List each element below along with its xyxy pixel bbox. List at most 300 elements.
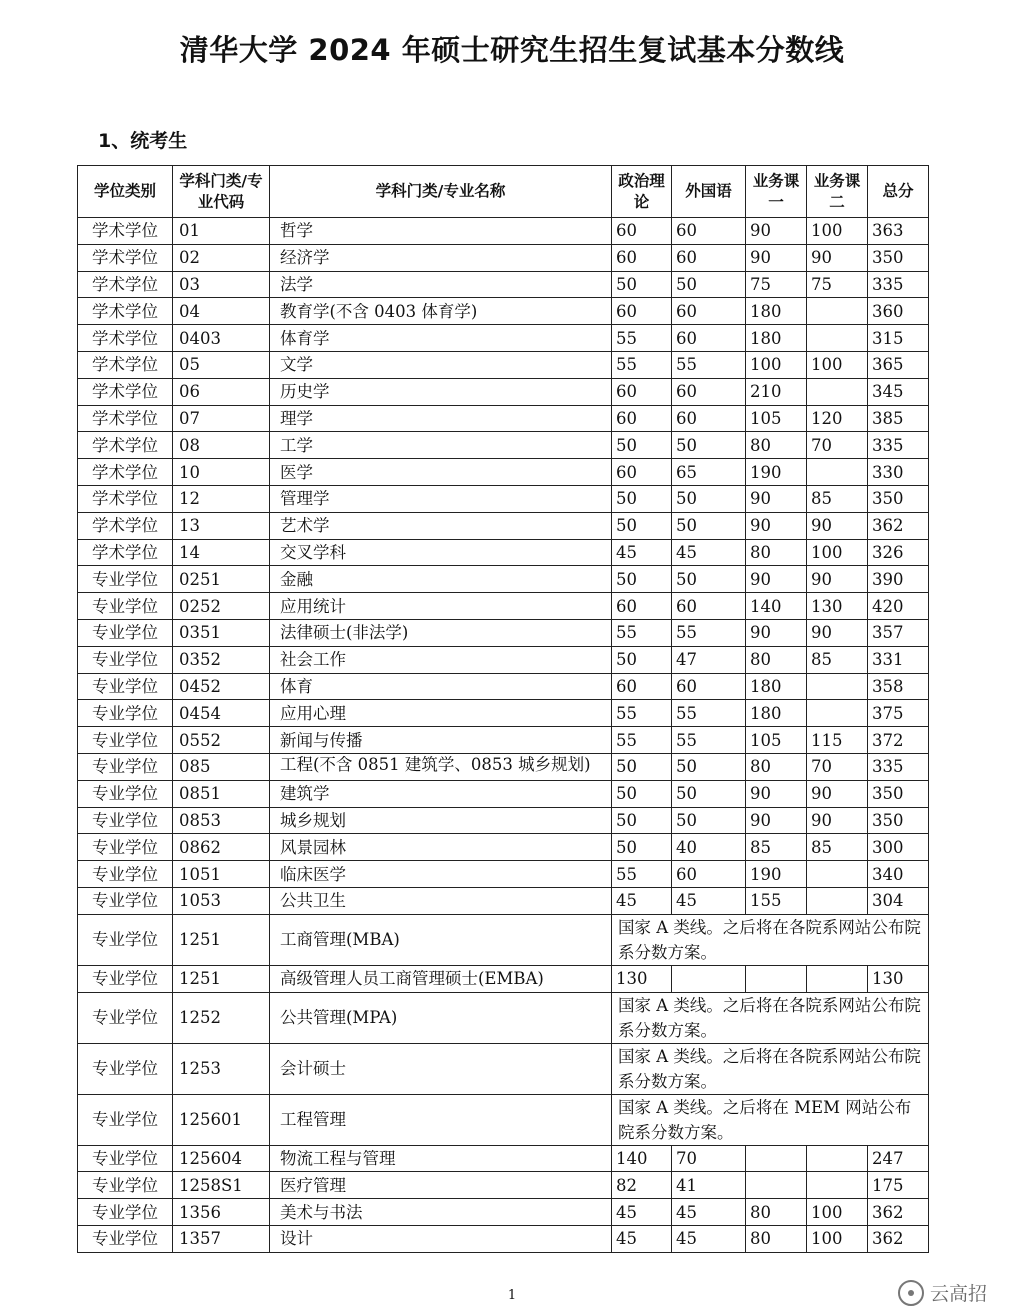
- total-cell: 372: [868, 727, 929, 754]
- total-cell: 326: [868, 539, 929, 566]
- politics-cell: 45: [612, 1225, 672, 1252]
- name-cell: 法学: [270, 271, 612, 298]
- degree-type-cell: 专业学位: [78, 646, 173, 673]
- score-table: [77, 165, 929, 1253]
- code-cell: 1251: [173, 965, 270, 992]
- name-cell: 工商管理(MBA): [270, 914, 612, 965]
- subject-2-cell: [807, 459, 868, 486]
- politics-cell: 60: [612, 218, 672, 245]
- subject-2-cell: [807, 965, 868, 992]
- table-row: [78, 485, 929, 512]
- subject-2-cell: 90: [807, 619, 868, 646]
- table-row: [78, 244, 929, 271]
- subject-1-cell: 105: [746, 727, 807, 754]
- foreign-language-cell: 60: [672, 378, 746, 405]
- subject-1-cell: 90: [746, 512, 807, 539]
- degree-type-cell: 学术学位: [78, 485, 173, 512]
- subject-1-cell: 90: [746, 218, 807, 245]
- degree-type-cell: 专业学位: [78, 1094, 173, 1145]
- foreign-language-cell: 60: [672, 298, 746, 325]
- total-cell: 390: [868, 566, 929, 593]
- politics-cell: 130: [612, 965, 672, 992]
- foreign-language-cell: 41: [672, 1172, 746, 1199]
- table-row: [78, 861, 929, 888]
- foreign-language-cell: 60: [672, 325, 746, 352]
- name-cell: 工程管理: [270, 1094, 612, 1145]
- name-cell: 历史学: [270, 378, 612, 405]
- degree-type-cell: 学术学位: [78, 244, 173, 271]
- degree-type-cell: 专业学位: [78, 834, 173, 861]
- politics-cell: 50: [612, 753, 672, 780]
- politics-cell: 60: [612, 298, 672, 325]
- watermark-text: 云高招: [930, 1283, 988, 1305]
- code-cell: 04: [173, 298, 270, 325]
- subject-1-cell: 180: [746, 325, 807, 352]
- degree-type-cell: 学术学位: [78, 378, 173, 405]
- header-subject-1: 业务课一: [746, 166, 807, 218]
- subject-1-cell: 80: [746, 1225, 807, 1252]
- politics-cell: 45: [612, 1199, 672, 1226]
- header-code: 学科门类/专业代码: [173, 166, 270, 218]
- foreign-language-cell: 50: [672, 753, 746, 780]
- total-cell: 315: [868, 325, 929, 352]
- subject-1-cell: 80: [746, 753, 807, 780]
- total-cell: 362: [868, 512, 929, 539]
- subject-2-cell: [807, 1172, 868, 1199]
- politics-cell: 50: [612, 485, 672, 512]
- name-cell: 理学: [270, 405, 612, 432]
- code-cell: 0351: [173, 619, 270, 646]
- table-row: [78, 405, 929, 432]
- politics-cell: 55: [612, 325, 672, 352]
- subject-1-cell: 90: [746, 807, 807, 834]
- politics-cell: 60: [612, 378, 672, 405]
- degree-type-cell: 学术学位: [78, 432, 173, 459]
- foreign-language-cell: 55: [672, 700, 746, 727]
- subject-1-cell: 80: [746, 432, 807, 459]
- header-name: 学科门类/专业名称: [270, 166, 612, 218]
- weibo-logo-icon: [898, 1280, 924, 1306]
- code-cell: 0853: [173, 807, 270, 834]
- name-cell: 社会工作: [270, 646, 612, 673]
- code-cell: 1252: [173, 992, 270, 1043]
- table-row: [78, 727, 929, 754]
- total-cell: 247: [868, 1145, 929, 1172]
- code-cell: 07: [173, 405, 270, 432]
- table-row: [78, 218, 929, 245]
- name-cell: 建筑学: [270, 780, 612, 807]
- foreign-language-cell: 45: [672, 1199, 746, 1226]
- table-row: [78, 1199, 929, 1226]
- degree-type-cell: 专业学位: [78, 1225, 173, 1252]
- table-row: [78, 593, 929, 620]
- degree-type-cell: 专业学位: [78, 727, 173, 754]
- name-cell: 医疗管理: [270, 1172, 612, 1199]
- foreign-language-cell: 45: [672, 887, 746, 914]
- page-number: 1: [507, 1288, 517, 1303]
- total-cell: 330: [868, 459, 929, 486]
- name-cell: 文学: [270, 351, 612, 378]
- table-row: [78, 700, 929, 727]
- degree-type-cell: 专业学位: [78, 593, 173, 620]
- watermark: [898, 1279, 987, 1306]
- subject-1-cell: 155: [746, 887, 807, 914]
- total-cell: 345: [868, 378, 929, 405]
- name-cell: 公共卫生: [270, 887, 612, 914]
- note-cell: 国家 A 类线。之后将在 MEM 网站公布院系分数方案。: [612, 1094, 929, 1145]
- degree-type-cell: 专业学位: [78, 1172, 173, 1199]
- table-row: [78, 646, 929, 673]
- name-cell: 应用统计: [270, 593, 612, 620]
- name-cell: 医学: [270, 459, 612, 486]
- subject-1-cell: 190: [746, 861, 807, 888]
- code-cell: 0862: [173, 834, 270, 861]
- foreign-language-cell: 70: [672, 1145, 746, 1172]
- table-row: [78, 325, 929, 352]
- politics-cell: 60: [612, 459, 672, 486]
- foreign-language-cell: 45: [672, 1225, 746, 1252]
- note-cell: 国家 A 类线。之后将在各院系网站公布院系分数方案。: [612, 992, 929, 1043]
- degree-type-cell: 学术学位: [78, 298, 173, 325]
- table-header-row: [78, 166, 929, 218]
- degree-type-cell: 学术学位: [78, 218, 173, 245]
- politics-cell: 55: [612, 727, 672, 754]
- subject-1-cell: 210: [746, 378, 807, 405]
- foreign-language-cell: 55: [672, 727, 746, 754]
- degree-type-cell: 学术学位: [78, 351, 173, 378]
- foreign-language-cell: 65: [672, 459, 746, 486]
- foreign-language-cell: [672, 965, 746, 992]
- politics-cell: 45: [612, 887, 672, 914]
- total-cell: 420: [868, 593, 929, 620]
- table-row: [78, 992, 929, 1043]
- code-cell: 0454: [173, 700, 270, 727]
- total-cell: 304: [868, 887, 929, 914]
- subject-1-cell: 105: [746, 405, 807, 432]
- subject-1-cell: 190: [746, 459, 807, 486]
- table-row: [78, 566, 929, 593]
- subject-2-cell: 100: [807, 351, 868, 378]
- subject-1-cell: [746, 1172, 807, 1199]
- subject-1-cell: 90: [746, 619, 807, 646]
- subject-1-cell: 140: [746, 593, 807, 620]
- subject-2-cell: 90: [807, 512, 868, 539]
- name-cell: 工学: [270, 432, 612, 459]
- subject-2-cell: 90: [807, 780, 868, 807]
- total-cell: 362: [868, 1199, 929, 1226]
- name-cell: 高级管理人员工商管理硕士(EMBA): [270, 965, 612, 992]
- foreign-language-cell: 60: [672, 405, 746, 432]
- code-cell: 1357: [173, 1225, 270, 1252]
- table-row: [78, 298, 929, 325]
- subject-2-cell: 75: [807, 271, 868, 298]
- degree-type-cell: 专业学位: [78, 887, 173, 914]
- subject-1-cell: 90: [746, 485, 807, 512]
- subject-1-cell: 80: [746, 646, 807, 673]
- code-cell: 125604: [173, 1145, 270, 1172]
- subject-2-cell: 90: [807, 566, 868, 593]
- total-cell: 335: [868, 753, 929, 780]
- table-row: [78, 965, 929, 992]
- table-row: [78, 834, 929, 861]
- subject-2-cell: 85: [807, 485, 868, 512]
- politics-cell: 55: [612, 351, 672, 378]
- subject-2-cell: 85: [807, 834, 868, 861]
- code-cell: 13: [173, 512, 270, 539]
- name-cell: 法律硕士(非法学): [270, 619, 612, 646]
- subject-2-cell: [807, 1145, 868, 1172]
- foreign-language-cell: 50: [672, 512, 746, 539]
- foreign-language-cell: 50: [672, 566, 746, 593]
- foreign-language-cell: 60: [672, 593, 746, 620]
- table-row: [78, 539, 929, 566]
- subject-1-cell: 90: [746, 244, 807, 271]
- table-row: [78, 351, 929, 378]
- name-cell: 新闻与传播: [270, 727, 612, 754]
- section-title: 1、统考生: [98, 130, 188, 152]
- code-cell: 0403: [173, 325, 270, 352]
- politics-cell: 50: [612, 780, 672, 807]
- code-cell: 0552: [173, 727, 270, 754]
- table-row: [78, 780, 929, 807]
- total-cell: 362: [868, 1225, 929, 1252]
- politics-cell: 50: [612, 512, 672, 539]
- degree-type-cell: 专业学位: [78, 1043, 173, 1094]
- politics-cell: 55: [612, 861, 672, 888]
- table-row: [78, 378, 929, 405]
- total-cell: 350: [868, 807, 929, 834]
- table-row: [78, 459, 929, 486]
- subject-1-cell: 75: [746, 271, 807, 298]
- name-cell: 设计: [270, 1225, 612, 1252]
- subject-1-cell: 90: [746, 566, 807, 593]
- name-cell: 经济学: [270, 244, 612, 271]
- total-cell: 335: [868, 271, 929, 298]
- code-cell: 1253: [173, 1043, 270, 1094]
- degree-type-cell: 学术学位: [78, 325, 173, 352]
- politics-cell: 50: [612, 271, 672, 298]
- degree-type-cell: 专业学位: [78, 753, 173, 780]
- politics-cell: 50: [612, 566, 672, 593]
- subject-1-cell: [746, 1145, 807, 1172]
- code-cell: 1053: [173, 887, 270, 914]
- code-cell: 10: [173, 459, 270, 486]
- politics-cell: 140: [612, 1145, 672, 1172]
- table-row: [78, 1225, 929, 1252]
- degree-type-cell: 专业学位: [78, 780, 173, 807]
- total-cell: 340: [868, 861, 929, 888]
- note-cell: 国家 A 类线。之后将在各院系网站公布院系分数方案。: [612, 1043, 929, 1094]
- code-cell: 0252: [173, 593, 270, 620]
- table-row: [78, 1043, 929, 1094]
- total-cell: 175: [868, 1172, 929, 1199]
- foreign-language-cell: 60: [672, 861, 746, 888]
- subject-2-cell: [807, 325, 868, 352]
- name-cell: 工程(不含 0851 建筑学、0853 城乡规划): [270, 753, 612, 780]
- foreign-language-cell: 40: [672, 834, 746, 861]
- table-row: [78, 1145, 929, 1172]
- foreign-language-cell: 55: [672, 619, 746, 646]
- name-cell: 艺术学: [270, 512, 612, 539]
- code-cell: 05: [173, 351, 270, 378]
- code-cell: 125601: [173, 1094, 270, 1145]
- code-cell: 14: [173, 539, 270, 566]
- subject-1-cell: [746, 965, 807, 992]
- subject-2-cell: [807, 700, 868, 727]
- foreign-language-cell: 50: [672, 807, 746, 834]
- degree-type-cell: 专业学位: [78, 861, 173, 888]
- name-cell: 公共管理(MPA): [270, 992, 612, 1043]
- table-row: [78, 753, 929, 780]
- code-cell: 12: [173, 485, 270, 512]
- degree-type-cell: 专业学位: [78, 1199, 173, 1226]
- code-cell: 06: [173, 378, 270, 405]
- foreign-language-cell: 60: [672, 218, 746, 245]
- subject-1-cell: 180: [746, 673, 807, 700]
- table-row: [78, 512, 929, 539]
- table-row: [78, 807, 929, 834]
- subject-2-cell: 100: [807, 218, 868, 245]
- subject-1-cell: 180: [746, 298, 807, 325]
- subject-2-cell: [807, 861, 868, 888]
- name-cell: 风景园林: [270, 834, 612, 861]
- politics-cell: 50: [612, 807, 672, 834]
- page-title: 清华大学 2024 年硕士研究生招生复试基本分数线: [179, 33, 845, 67]
- code-cell: 03: [173, 271, 270, 298]
- name-cell: 管理学: [270, 485, 612, 512]
- table-row: [78, 887, 929, 914]
- table-row: [78, 673, 929, 700]
- degree-type-cell: 专业学位: [78, 619, 173, 646]
- subject-2-cell: 120: [807, 405, 868, 432]
- foreign-language-cell: 47: [672, 646, 746, 673]
- foreign-language-cell: 60: [672, 244, 746, 271]
- subject-2-cell: 85: [807, 646, 868, 673]
- politics-cell: 60: [612, 405, 672, 432]
- total-cell: 331: [868, 646, 929, 673]
- subject-2-cell: 100: [807, 1199, 868, 1226]
- degree-type-cell: 专业学位: [78, 992, 173, 1043]
- subject-2-cell: 100: [807, 539, 868, 566]
- name-cell: 会计硕士: [270, 1043, 612, 1094]
- header-subject-2: 业务课二: [807, 166, 868, 218]
- name-cell: 体育: [270, 673, 612, 700]
- name-cell: 金融: [270, 566, 612, 593]
- code-cell: 0452: [173, 673, 270, 700]
- total-cell: 130: [868, 965, 929, 992]
- foreign-language-cell: 50: [672, 432, 746, 459]
- subject-2-cell: 70: [807, 753, 868, 780]
- politics-cell: 50: [612, 432, 672, 459]
- foreign-language-cell: 55: [672, 351, 746, 378]
- header-total: 总分: [868, 166, 929, 218]
- total-cell: 300: [868, 834, 929, 861]
- header-degree-type: 学位类别: [78, 166, 173, 218]
- foreign-language-cell: 50: [672, 485, 746, 512]
- degree-type-cell: 专业学位: [78, 807, 173, 834]
- code-cell: 0251: [173, 566, 270, 593]
- subject-1-cell: 85: [746, 834, 807, 861]
- name-cell: 哲学: [270, 218, 612, 245]
- code-cell: 01: [173, 218, 270, 245]
- total-cell: 357: [868, 619, 929, 646]
- total-cell: 350: [868, 485, 929, 512]
- politics-cell: 55: [612, 700, 672, 727]
- total-cell: 350: [868, 244, 929, 271]
- code-cell: 085: [173, 753, 270, 780]
- name-cell: 应用心理: [270, 700, 612, 727]
- name-cell: 临床医学: [270, 861, 612, 888]
- foreign-language-cell: 60: [672, 673, 746, 700]
- degree-type-cell: 专业学位: [78, 673, 173, 700]
- degree-type-cell: 专业学位: [78, 965, 173, 992]
- politics-cell: 50: [612, 646, 672, 673]
- foreign-language-cell: 45: [672, 539, 746, 566]
- degree-type-cell: 学术学位: [78, 539, 173, 566]
- subject-1-cell: 100: [746, 351, 807, 378]
- politics-cell: 55: [612, 619, 672, 646]
- degree-type-cell: 学术学位: [78, 271, 173, 298]
- degree-type-cell: 学术学位: [78, 405, 173, 432]
- code-cell: 0352: [173, 646, 270, 673]
- total-cell: 358: [868, 673, 929, 700]
- subject-2-cell: [807, 378, 868, 405]
- table-row: [78, 1094, 929, 1145]
- degree-type-cell: 学术学位: [78, 459, 173, 486]
- code-cell: 1051: [173, 861, 270, 888]
- name-cell: 美术与书法: [270, 1199, 612, 1226]
- note-cell: 国家 A 类线。之后将在各院系网站公布院系分数方案。: [612, 914, 929, 965]
- name-cell: 物流工程与管理: [270, 1145, 612, 1172]
- table-row: [78, 619, 929, 646]
- subject-1-cell: 90: [746, 780, 807, 807]
- header-foreign-language: 外国语: [672, 166, 746, 218]
- politics-cell: 50: [612, 834, 672, 861]
- subject-2-cell: [807, 298, 868, 325]
- subject-2-cell: [807, 887, 868, 914]
- total-cell: 365: [868, 351, 929, 378]
- total-cell: 375: [868, 700, 929, 727]
- subject-1-cell: 180: [746, 700, 807, 727]
- code-cell: 02: [173, 244, 270, 271]
- degree-type-cell: 专业学位: [78, 1145, 173, 1172]
- subject-2-cell: 115: [807, 727, 868, 754]
- total-cell: 385: [868, 405, 929, 432]
- header-politics: 政治理论: [612, 166, 672, 218]
- degree-type-cell: 专业学位: [78, 566, 173, 593]
- politics-cell: 60: [612, 593, 672, 620]
- table-row: [78, 1172, 929, 1199]
- table-row: [78, 432, 929, 459]
- name-cell: 城乡规划: [270, 807, 612, 834]
- total-cell: 350: [868, 780, 929, 807]
- politics-cell: 45: [612, 539, 672, 566]
- total-cell: 360: [868, 298, 929, 325]
- subject-2-cell: 70: [807, 432, 868, 459]
- total-cell: 335: [868, 432, 929, 459]
- degree-type-cell: 专业学位: [78, 914, 173, 965]
- code-cell: 0851: [173, 780, 270, 807]
- subject-2-cell: 130: [807, 593, 868, 620]
- code-cell: 1258S1: [173, 1172, 270, 1199]
- name-cell: 教育学(不含 0403 体育学): [270, 298, 612, 325]
- politics-cell: 82: [612, 1172, 672, 1199]
- subject-1-cell: 80: [746, 1199, 807, 1226]
- degree-type-cell: 学术学位: [78, 512, 173, 539]
- subject-2-cell: 90: [807, 244, 868, 271]
- total-cell: 363: [868, 218, 929, 245]
- subject-1-cell: 80: [746, 539, 807, 566]
